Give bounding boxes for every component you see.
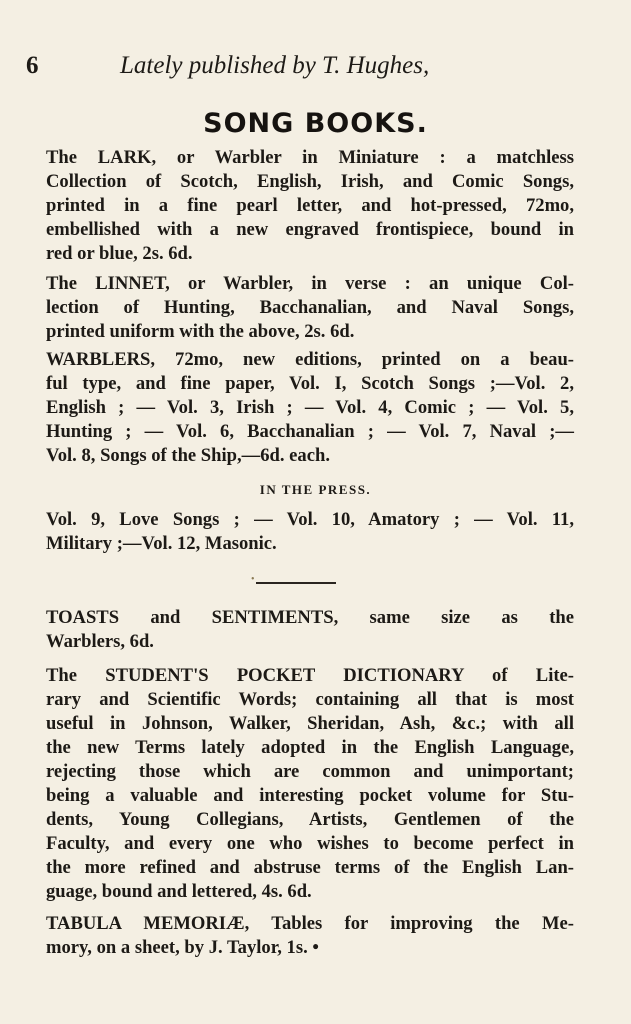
- text-line: English ; — Vol. 3, Irish ; — Vol. 4, Comic ; — Vol. 5,: [46, 397, 574, 418]
- text-line: printed in a fine pearl letter, and hot-pressed, 72mo,: [46, 195, 574, 216]
- ink-speck: •: [251, 574, 255, 585]
- entry-tabula-memoriae: [46, 912, 574, 960]
- entry-linnet: [46, 272, 574, 344]
- text-line: lection of Hunting, Bacchanalian, and Naval Songs,: [46, 297, 574, 318]
- entry-lark: [46, 146, 574, 266]
- entry-toasts: [46, 606, 574, 654]
- section-title: SONG BOOKS.: [203, 108, 428, 139]
- text-line: being a valuable and interesting pocket volume for Stu-: [46, 785, 574, 806]
- text-line: the more refined and abstruse terms of the English Lan-: [46, 857, 574, 878]
- text-line: printed uniform with the above, 2s. 6d.: [46, 321, 355, 342]
- text-line: Vol. 9, Love Songs ; — Vol. 10, Amatory ; — Vol. 11,: [46, 509, 574, 530]
- text-line: useful in Johnson, Walker, Sheridan, Ash, &c.; with all: [46, 713, 574, 734]
- in-the-press-notice: IN THE PRESS.: [259, 482, 372, 497]
- text-line: Military ;—Vol. 12, Masonic.: [46, 533, 277, 554]
- text-line: Hunting ; — Vol. 6, Bacchanalian ; — Vol. 7, Naval ;—: [46, 421, 574, 442]
- text-line: red or blue, 2s. 6d.: [46, 243, 193, 264]
- text-line: guage, bound and lettered, 4s. 6d.: [46, 881, 312, 902]
- text-line: TOASTS and SENTIMENTS, same size as the: [46, 607, 574, 628]
- text-line: dents, Young Collegians, Artists, Gentlemen of the: [46, 809, 574, 830]
- text-line: Faculty, and every one who wishes to become perfect in: [46, 833, 574, 854]
- entry-in-press-volumes: [46, 508, 574, 556]
- text-line: embellished with a new engraved frontispiece, bound in: [46, 219, 574, 240]
- section-divider: [256, 582, 336, 584]
- text-line: The LARK, or Warbler in Miniature : a matchless: [46, 147, 574, 168]
- text-line: ful type, and fine paper, Vol. I, Scotch Songs ;—Vol. 2,: [46, 373, 574, 394]
- text-line: Collection of Scotch, English, Irish, and Comic Songs,: [46, 171, 574, 192]
- entry-students-dictionary: [46, 664, 574, 904]
- text-line: The LINNET, or Warbler, in verse : an unique Col-: [46, 273, 574, 294]
- text-line: Warblers, 6d.: [46, 631, 154, 652]
- page-header: [18, 52, 618, 86]
- text-line: rary and Scientific Words; containing all that is most: [46, 689, 574, 710]
- running-head: Lately published by T. Hughes,: [120, 52, 430, 79]
- entry-warblers: [46, 348, 574, 468]
- text-line: Vol. 8, Songs of the Ship,—6d. each.: [46, 445, 330, 466]
- page-number: 6: [26, 52, 39, 79]
- text-line: The STUDENT'S POCKET DICTIONARY of Lite-: [46, 665, 574, 686]
- text-line: rejecting those which are common and unimportant;: [46, 761, 574, 782]
- text-line: mory, on a sheet, by J. Taylor, 1s. •: [46, 937, 319, 958]
- text-line: TABULA MEMORIÆ, Tables for improving the Me-: [46, 913, 574, 934]
- text-line: WARBLERS, 72mo, new editions, printed on a beau-: [46, 349, 574, 370]
- text-line: the new Terms lately adopted in the English Language,: [46, 737, 574, 758]
